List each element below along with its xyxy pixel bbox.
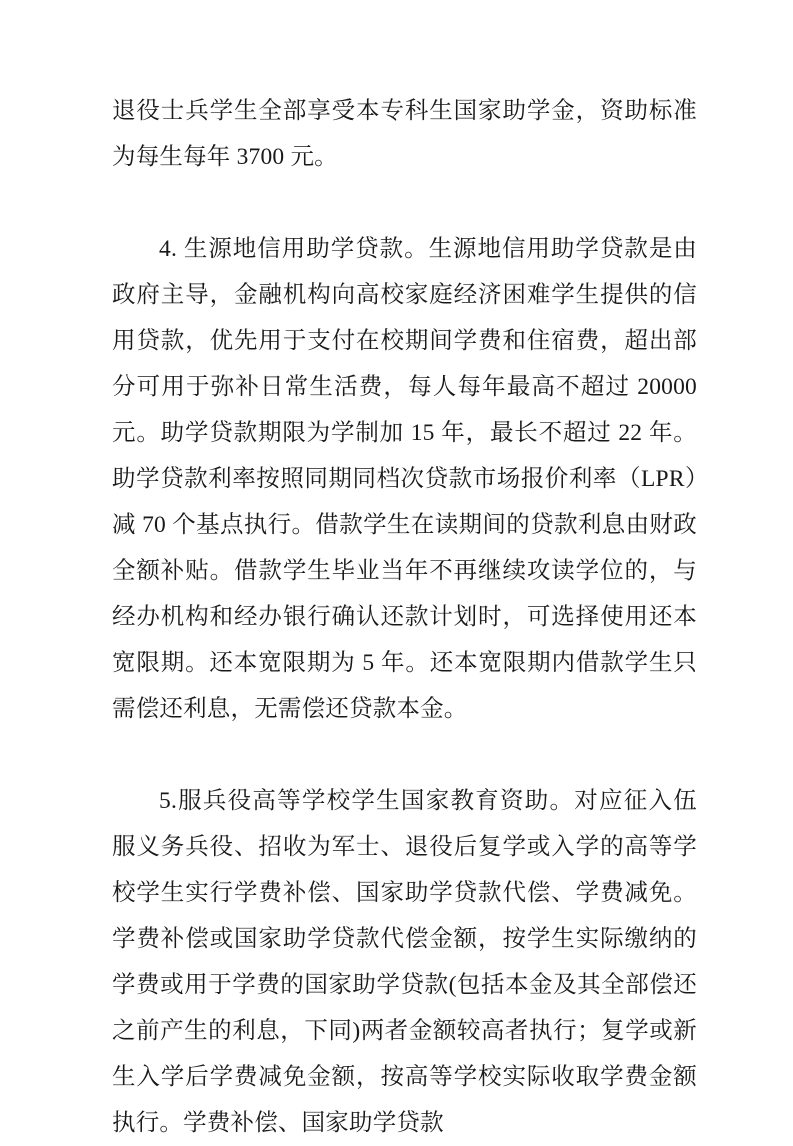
paragraph-item-4: 4. 生源地信用助学贷款。生源地信用助学贷款是由政府主导，金融机构向高校家庭经济困难学生提供的信用贷款，优先用于支付在校期间学费和住宿费，超出部分可用于弥补日常生活费，每人每年最高不超过 20000 元。助学贷款期限为学制加 15 年，最长不超过 22 年。助学贷款利率按照同期同档次贷款市场报价利率（LPR）减 70 个基点执行。借款学生在读期间的贷款利息由财政全额补贴。借款学生毕业当年不再继续攻读学位的，与经办机构和经办银行确认还款计划时，可选择使用还本宽限期。还本宽限期为 5 年。还本宽限期内借款学生只需偿还利息，无需偿还贷款本金。 <box>112 236 697 722</box>
paragraph-spacer <box>112 732 697 778</box>
document-body <box>112 88 697 1146</box>
paragraph-spacer <box>112 180 697 226</box>
paragraph-grant: 退役士兵学生全部享受本专科生国家助学金，资助标准为每生每年 3700 元。 <box>112 98 697 170</box>
paragraph-item-5: 5.服兵役高等学校学生国家教育资助。对应征入伍服义务兵役、招收为军士、退役后复学或入学的高等学校学生实行学费补偿、国家助学贷款代偿、学费减免。学费补偿或国家助学贷款代偿金额，按学生实际缴纳的学费或用于学费的国家助学贷款(包括本金及其全部偿还之前产生的利息，下同)两者金额较高者执行；复学或新生入学后学费减免金额，按高等学校实际收取学费金额执行。学费补偿、国家助学贷款 <box>112 788 697 1136</box>
